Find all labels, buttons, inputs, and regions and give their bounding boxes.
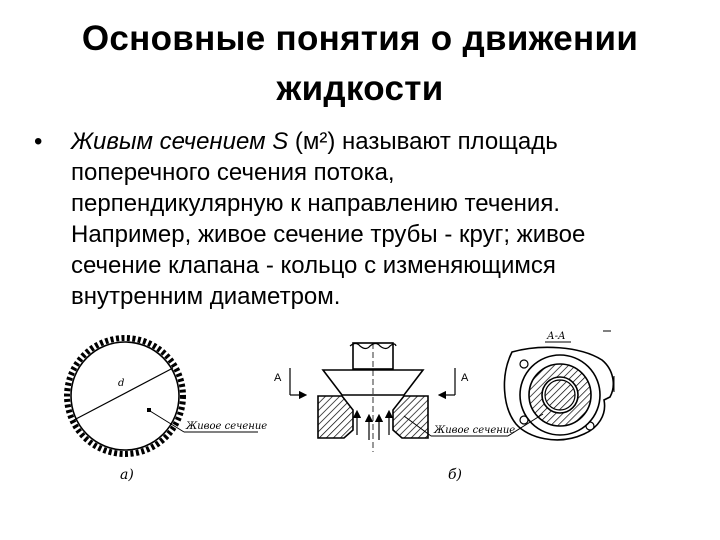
slide-title-line-1: Основные понятия о движении [81, 19, 639, 58]
bullet-term: Живым сечением S [71, 128, 289, 155]
section-aa-label: А-А [547, 331, 566, 342]
caption-a: а) [120, 467, 134, 483]
pipe-diameter-mark: d [118, 378, 125, 389]
annulus-core [545, 380, 575, 410]
slide-title-line-2: жидкости [276, 69, 444, 108]
bullet-line-6: внутренним диаметром. [71, 283, 341, 310]
pipe-section-label: Живое сечение [186, 421, 268, 432]
valve-seat-left [318, 396, 353, 438]
caption-b: б) [448, 467, 463, 483]
pipe-inner-edge [71, 342, 179, 450]
valve-section-label: Живое сечение [434, 425, 516, 436]
pipe-wall [67, 338, 183, 454]
bullet-line-3: перпендикулярную к направлению течения. [71, 190, 560, 217]
bolt-hole-1 [520, 360, 528, 368]
bullet-line-1-rest: (м²) называют площадь [288, 128, 558, 155]
bullet-line-5: сечение клапана - кольцо с изменяющимся [71, 252, 556, 279]
valve-seat-right [393, 396, 428, 438]
pipe-diameter-line [74, 368, 173, 420]
section-label-right: А [461, 372, 469, 384]
pipe-section-drawing [67, 338, 267, 483]
bullet-line-4: Например, живое сечение трубы - круг; живое [71, 221, 586, 248]
bullet-dot: • [34, 128, 43, 155]
annulus-section-drawing [448, 331, 614, 483]
bullet-line-2: поперечного сечения потока, [71, 159, 395, 186]
section-label-left: А [274, 372, 282, 384]
valve-section-drawing [274, 343, 515, 452]
